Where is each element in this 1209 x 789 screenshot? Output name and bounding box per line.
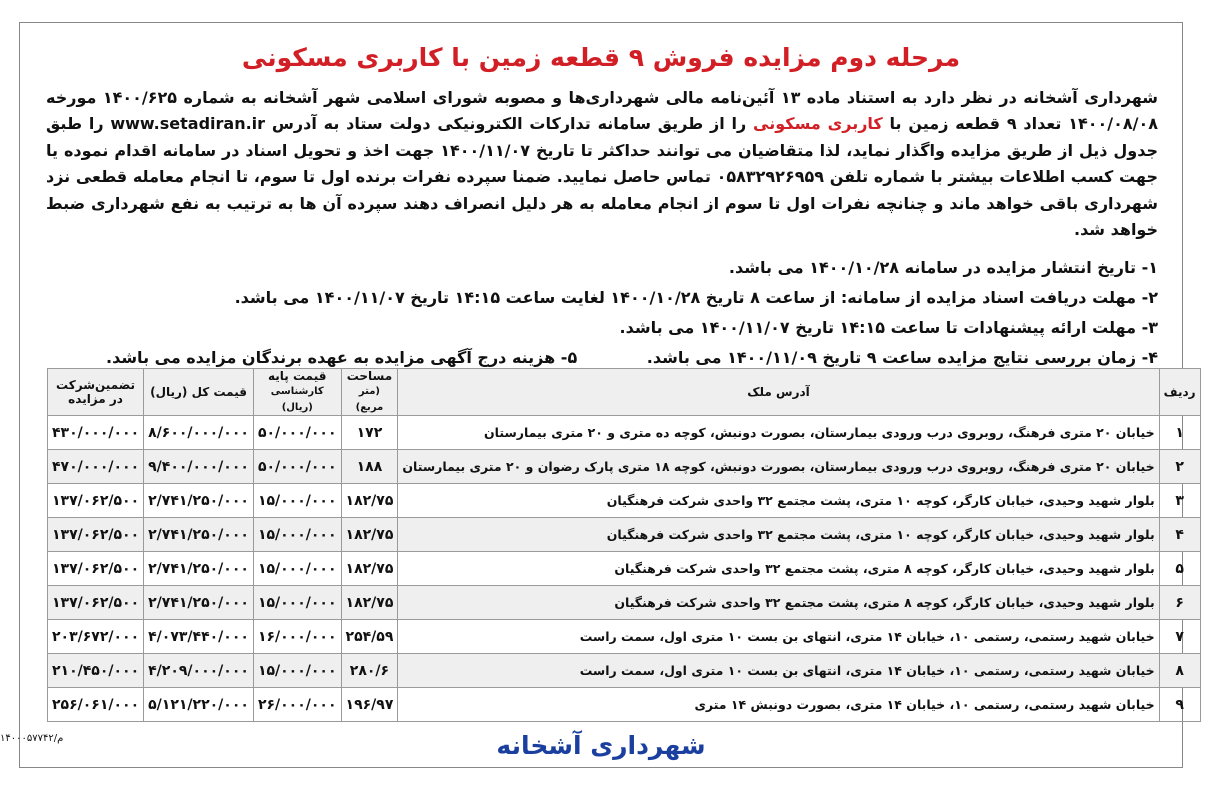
table-row <box>48 552 1201 586</box>
cell-base-price: ۵۰/۰۰۰/۰۰۰ <box>253 450 341 484</box>
cell-total-price: ۲/۷۴۱/۲۵۰/۰۰۰ <box>144 586 254 620</box>
cell-area: ۱۸۲/۷۵ <box>341 518 398 552</box>
cell-total-price: ۵/۱۲۱/۲۲۰/۰۰۰ <box>144 688 254 722</box>
cell-address: خیابان شهید رستمی، رستمی ۱۰، خیابان ۱۴ متری، انتهای بن بست ۱۰ متری اول، سمت راست <box>398 654 1159 688</box>
cell-deposit: ۱۳۷/۰۶۲/۵۰۰ <box>48 484 144 518</box>
condition-item: ۱- تاریخ انتشار مزایده در سامانه ۱۴۰۰/۱۰/۲۸ می باشد. <box>728 258 1158 277</box>
cell-base-price: ۱۶/۰۰۰/۰۰۰ <box>253 620 341 654</box>
cell-row: ۷ <box>1159 620 1200 654</box>
condition-item: ۲- مهلت دریافت اسناد مزایده از سامانه: از ساعت ۸ تاریخ ۱۴۰۰/۱۰/۲۸ لغایت ساعت ۱۴:۱۵ تاریخ ۱۴۰۰/۱۱/۰۷ می باشد. <box>234 288 1158 307</box>
cell-total-price: ۲/۷۴۱/۲۵۰/۰۰۰ <box>144 484 254 518</box>
table-row <box>48 518 1201 552</box>
cell-row: ۸ <box>1159 654 1200 688</box>
cell-address: خیابان ۲۰ متری فرهنگ، روبروی درب ورودی بیمارستان، بصورت دونبش، کوچه ده متری و ۲۰ متری بیمارستان <box>398 416 1159 450</box>
condition-item: ۳- مهلت ارائه پیشنهادات تا ساعت ۱۴:۱۵ تاریخ ۱۴۰۰/۱۱/۰۷ می باشد. <box>619 318 1158 337</box>
cell-base-price: ۱۵/۰۰۰/۰۰۰ <box>253 654 341 688</box>
cell-address: بلوار شهید وحیدی، خیابان کارگر، کوچه ۱۰ متری، پشت مجتمع ۳۲ واحدی شرکت فرهنگیان <box>398 518 1159 552</box>
table-row <box>48 416 1201 450</box>
cell-address: خیابان ۲۰ متری فرهنگ، روبروی درب ورودی بیمارستان، بصورت دونبش، کوچه ۱۸ متری پارک رضوان و ۲۰ متری بیمارستان <box>398 450 1159 484</box>
ad-code: م/۱۴۰۰۰۵۷۷۴۲ <box>0 733 64 744</box>
cell-address: بلوار شهید وحیدی، خیابان کارگر، کوچه ۱۰ متری، پشت مجتمع ۳۲ واحدی شرکت فرهنگیان <box>398 484 1159 518</box>
condition-item: ۵- هزینه درج آگهی مزایده به عهده برندگان مزایده می باشد. <box>106 348 578 367</box>
cell-area: ۱۸۸ <box>341 450 398 484</box>
cell-deposit: ۲۵۶/۰۶۱/۰۰۰ <box>48 688 144 722</box>
cell-area: ۱۸۲/۷۵ <box>341 552 398 586</box>
cell-area: ۱۷۲ <box>341 416 398 450</box>
col-area: مساحت (متر مربع) <box>341 369 398 416</box>
col-total-price: قیمت کل (ریال) <box>144 369 254 416</box>
col-address: آدرس ملک <box>398 369 1159 416</box>
cell-address: خیابان شهید رستمی، رستمی ۱۰، خیابان ۱۴ متری، بصورت دونبش ۱۴ متری <box>398 688 1159 722</box>
cell-row: ۱ <box>1159 416 1200 450</box>
col-row: ردیف <box>1159 369 1200 416</box>
cell-deposit: ۴۷۰/۰۰۰/۰۰۰ <box>48 450 144 484</box>
cell-total-price: ۴/۲۰۹/۰۰۰/۰۰۰ <box>144 654 254 688</box>
col-deposit: تضمین‌شرکت در مزایده <box>48 369 144 416</box>
col-base-price: قیمت پایه کارشناسی (ریال) <box>253 369 341 416</box>
cell-base-price: ۱۵/۰۰۰/۰۰۰ <box>253 552 341 586</box>
cell-area: ۱۹۶/۹۷ <box>341 688 398 722</box>
cell-deposit: ۲۰۳/۶۷۲/۰۰۰ <box>48 620 144 654</box>
org-name: شهرداری آشخانه <box>1023 88 1159 107</box>
cell-row: ۲ <box>1159 450 1200 484</box>
ad-frame <box>19 22 1196 768</box>
intro-paragraph <box>46 85 1158 243</box>
cell-address: بلوار شهید وحیدی، خیابان کارگر، کوچه ۸ متری، پشت مجتمع ۳۲ واحدی شرکت فرهنگیان <box>398 586 1159 620</box>
cell-row: ۵ <box>1159 552 1200 586</box>
cell-base-price: ۱۵/۰۰۰/۰۰۰ <box>253 518 341 552</box>
cell-deposit: ۱۳۷/۰۶۲/۵۰۰ <box>48 518 144 552</box>
cell-total-price: ۲/۷۴۱/۲۵۰/۰۰۰ <box>144 518 254 552</box>
condition-item: ۴- زمان بررسی نتایج مزایده ساعت ۹ تاریخ ۱۴۰۰/۱۱/۰۹ می باشد. <box>646 348 1158 367</box>
cell-deposit: ۴۳۰/۰۰۰/۰۰۰ <box>48 416 144 450</box>
cell-address: خیابان شهید رستمی، رستمی ۱۰، خیابان ۱۴ متری، انتهای بن بست ۱۰ متری اول، سمت راست <box>398 620 1159 654</box>
cell-row: ۴ <box>1159 518 1200 552</box>
conditions-list <box>46 253 1158 373</box>
cell-total-price: ۲/۷۴۱/۲۵۰/۰۰۰ <box>144 552 254 586</box>
footer-org: شهرداری آشخانه <box>496 731 706 760</box>
cell-area: ۱۸۲/۷۵ <box>341 586 398 620</box>
cell-base-price: ۲۶/۰۰۰/۰۰۰ <box>253 688 341 722</box>
land-table <box>47 368 1201 722</box>
cell-area: ۲۵۴/۵۹ <box>341 620 398 654</box>
cell-area: ۱۸۲/۷۵ <box>341 484 398 518</box>
page-title: مرحله دوم مزایده فروش ۹ قطعه زمین با کاربری مسکونی <box>241 43 961 72</box>
cell-area: ۲۸۰/۶ <box>341 654 398 688</box>
table-row <box>48 586 1201 620</box>
table-row <box>48 484 1201 518</box>
intro-text-1: در نظر دارد به استناد ماده ۱۳ آئین‌نامه مالی شهرداری‌ها و مصوبه شورای اسلامی شهر آشخانه به شماره ۱۴۰۰/۶۲۵ مورخه ۱۴۰۰/۰۸/۰۸ تعداد ۹ قطعه زمین با <box>46 88 1159 134</box>
cell-base-price: ۱۵/۰۰۰/۰۰۰ <box>253 586 341 620</box>
cell-total-price: ۹/۴۰۰/۰۰۰/۰۰۰ <box>144 450 254 484</box>
cell-total-price: ۸/۶۰۰/۰۰۰/۰۰۰ <box>144 416 254 450</box>
cell-row: ۹ <box>1159 688 1200 722</box>
table-row <box>48 620 1201 654</box>
cell-row: ۳ <box>1159 484 1200 518</box>
cell-deposit: ۲۱۰/۴۵۰/۰۰۰ <box>48 654 144 688</box>
table-header-row <box>48 369 1201 416</box>
table-row <box>48 450 1201 484</box>
intro-text-2: را از طریق سامانه تدارکات الکترونیکی دولت ستاد به آدرس www.setadiran.ir را طبق جدول ذیل از طریق مزایده واگذار نماید، لذا متقاضیان می توانند حداکثر تا تاریخ ۱۴۰۰/۱۱/۰۷ جهت اخذ و تحویل اسناد در سامانه اقدام نموده یا جهت کسب اطلاعات بیشتر با شماره تلفن ۰۵۸۳۲۹۲۶۹۵۹ تماس حاصل نمایید. ضمنا سپرده نفرات برنده اول تا سوم، تا انجام معامله قطعی نزد شهرداری باقی خواهد ماند و چنانچه نفرات اول تا سوم از انجام معامله به هر دلیل انصراف دهند سپرده آن ها به ترتیب به نفع شهرداری ضبط خواهد شد. <box>46 114 1159 240</box>
table-row <box>48 654 1201 688</box>
cell-address: بلوار شهید وحیدی، خیابان کارگر، کوچه ۸ متری، پشت مجتمع ۳۲ واحدی شرکت فرهنگیان <box>398 552 1159 586</box>
table-row <box>48 688 1201 722</box>
usage-highlight: کاربری مسکونی <box>753 114 883 134</box>
cell-deposit: ۱۳۷/۰۶۲/۵۰۰ <box>48 586 144 620</box>
cell-total-price: ۴/۰۷۳/۴۴۰/۰۰۰ <box>144 620 254 654</box>
cell-base-price: ۱۵/۰۰۰/۰۰۰ <box>253 484 341 518</box>
cell-base-price: ۵۰/۰۰۰/۰۰۰ <box>253 416 341 450</box>
cell-row: ۶ <box>1159 586 1200 620</box>
cell-deposit: ۱۳۷/۰۶۲/۵۰۰ <box>48 552 144 586</box>
